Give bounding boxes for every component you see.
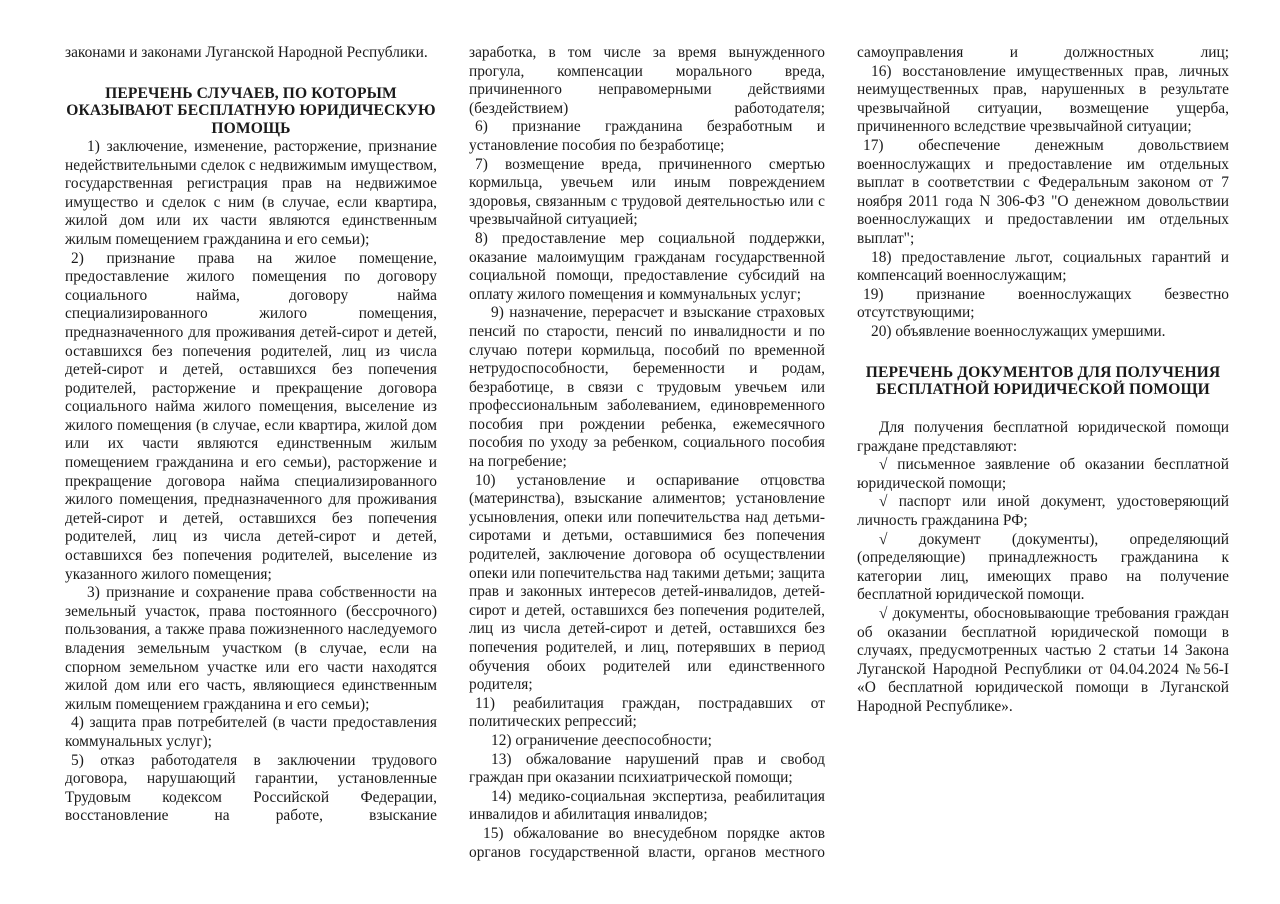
column-middle	[469, 44, 825, 862]
document-item	[857, 456, 1229, 493]
case-item-14: 14) медико-социальная экспертиза, реабилитация инвалидов и абилитация инвалидов;	[469, 787, 825, 824]
case-item-15: 15) обжалование во внесудебном порядке актов органов государственной власти, органов местного	[469, 824, 825, 861]
checkmark-icon: √	[879, 605, 888, 623]
case-item-2: 2) признание права на жилое помещение, предоставление жилого помещения по договору социального найма, договору найма специализированного жилого помещения, предназначенного для проживания детей-сирот и детей, оставшихся без попечения родителей, лиц из числа детей-сирот и детей, оставшихся без попечения родителей, расторжение и прекращение договора социального найма жилого помещения, выселение из жилого помещения (в случае, если квартира, жилой дом или их части являются единственным жилым помещением гражданина и его семьи), расторжение и прекращение договора найма специализированного жилого помещения, предназначенного для проживания детей-сирот и детей, оставшихся без попечения родителей, лиц из числа детей-сирот и детей, оставшихся без попечения родителей, выселение из указанного жилого помещения;	[65, 249, 437, 583]
checkmark-icon: √	[879, 530, 888, 548]
document-item-text: документы, обосновывающие требования граждан об оказании бесплатной юридической помощи в случаях, предусмотренных частью 2 статьи 14 Закона Луганской Народной Республики от 04.04.2024 №56-I «О бесплатной юридической помощи в Луганской Народной Республике».	[857, 605, 1229, 715]
case-item-18: 18) предоставление льгот, социальных гарантий и компенсаций военнослужащим;	[857, 248, 1229, 285]
case-item-1: 1) заключение, изменение, расторжение, признание недействительными сделок с недвижимым имуществом, государственная регистрация прав на недвижимое имущество и сделок с ним (в случае, если квартира, жилой дом или их части являются единственным жилым помещением гражданина и его семьи);	[65, 137, 437, 248]
case-item-8: 8) предоставление мер социальной поддержки, оказание малоимущим гражданам государственной социальной помощи, предоставление субсидий на оплату жилого помещения и коммунальных услуг;	[469, 229, 825, 303]
case-item-7: 7) возмещение вреда, причиненного смертью кормильца, увечьем или иным повреждением здоровья, связанным с трудовой деятельностью или с чрезвычайной ситуацией;	[469, 155, 825, 229]
case-item-3: 3) признание и сохранение права собственности на земельный участок, права постоянного (бессрочного) пользования, а также права пожизненного наследуемого владения земельным участком (в случае, если на спорном земельном участке или его части находятся жилой дом или его часть, являющиеся единственным жилым помещением гражданина и его семьи);	[65, 584, 437, 713]
checkmark-icon: √	[879, 456, 888, 474]
case-item-4: 4) защита прав потребителей (в части предоставления коммунальных услуг);	[65, 714, 437, 750]
cases-heading: ПЕРЕЧЕНЬ СЛУЧАЕВ, ПО КОТОРЫМ ОКАЗЫВАЮТ БЕСПЛАТНУЮ ЮРИДИЧЕСКУЮ ПОМОЩЬ	[66, 84, 436, 138]
case-item-17: 17) обеспечение денежным довольствием военнослужащих и предоставление им отдельных выплат в соответствии с Федеральным законом от 7 ноября 2011 года N 306-ФЗ "О денежном довольствии военнослужащих и предоставлении им отдельных выплат";	[857, 136, 1229, 247]
column-right	[857, 44, 1229, 717]
case-item-15-continued: самоуправления и должностных лиц;	[857, 44, 1229, 61]
column-left	[65, 44, 437, 826]
documents-intro: Для получения бесплатной юридической помощи граждане представляют:	[857, 419, 1229, 455]
case-item-13: 13) обжалование нарушений прав и свобод граждан при оказании психиатрической помощи;	[469, 750, 825, 787]
documents-heading: ПЕРЕЧЕНЬ ДОКУМЕНТОВ ДЛЯ ПОЛУЧЕНИЯ БЕСПЛАТНОЙ ЮРИДИЧЕСКОЙ ПОМОЩИ	[865, 363, 1221, 399]
intro-tail-paragraph: законами и законами Луганской Народной Республики.	[65, 44, 428, 61]
document-item	[857, 605, 1229, 717]
case-item-10: 10) установление и оспаривание отцовства (материнства), взыскание алиментов; установление усыновления, опеки или попечительства над детьми-сиротами и детьми, оставшимися без попечения родителей, заключение договора об осуществлении опеки или попечительства над такими детьми; защита прав и законных интересов детей-инвалидов, детей-сирот и детей, оставшихся без попечения родителей, лиц из числа детей-сирот и детей, оставшихся без попечения родителей, и лиц, потерявших в период обучения обоих родителей или единственного родителя;	[469, 471, 825, 694]
case-item-6: 6) признание гражданина безработным и установление пособия по безработице;	[469, 118, 825, 154]
case-item-5: 5) отказ работодателя в заключении трудового договора, нарушающий гарантии, установленные Трудовым кодексом Российской Федерации, восстановление на работе, взыскание	[65, 751, 437, 825]
document-item	[857, 531, 1229, 605]
document-item-text: паспорт или иной документ, удостоверяющий личность гражданина РФ;	[857, 493, 1229, 530]
document-item-text: письменное заявление об оказании бесплатной юридической помощи;	[857, 456, 1229, 492]
case-item-19: 19) признание военнослужащих безвестно отсутствующими;	[857, 285, 1229, 322]
document-item	[857, 493, 1229, 530]
case-item-12: 12) ограничение дееспособности;	[491, 731, 712, 749]
case-item-9: 9) назначение, перерасчет и взыскание страховых пенсий по старости, пенсий по инвалидности и по случаю потери кормильца, пособий по временной нетрудоспособности, беременности и родам, безработице, в связи с трудовым увечьем или профессиональным заболеванием, единовременного пособия при рождении ребенка, ежемесячного пособия по уходу за ребенком, социального пособия на погребение;	[469, 304, 825, 471]
case-item-11: 11) реабилитация граждан, пострадавших от политических репрессий;	[469, 694, 825, 731]
case-item-20: 20) объявление военнослужащих умершими.	[871, 322, 1166, 340]
checkmark-icon: √	[879, 493, 888, 511]
document-item-text: документ (документы), определяющий (определяющие) принадлежность гражданина к категории лиц, имеющих право на получение бесплатной юридической помощи.	[857, 530, 1229, 604]
case-item-5-continued: заработка, в том числе за время вынужденного прогула, компенсации морального вреда, причиненного неправомерными действиями (бездействием) работодателя;	[469, 44, 825, 117]
case-item-16: 16) восстановление имущественных прав, личных неимущественных прав, нарушенных в результате чрезвычайной ситуации, возмещение ущерба, причиненного вследствие чрезвычайной ситуации;	[857, 62, 1229, 136]
